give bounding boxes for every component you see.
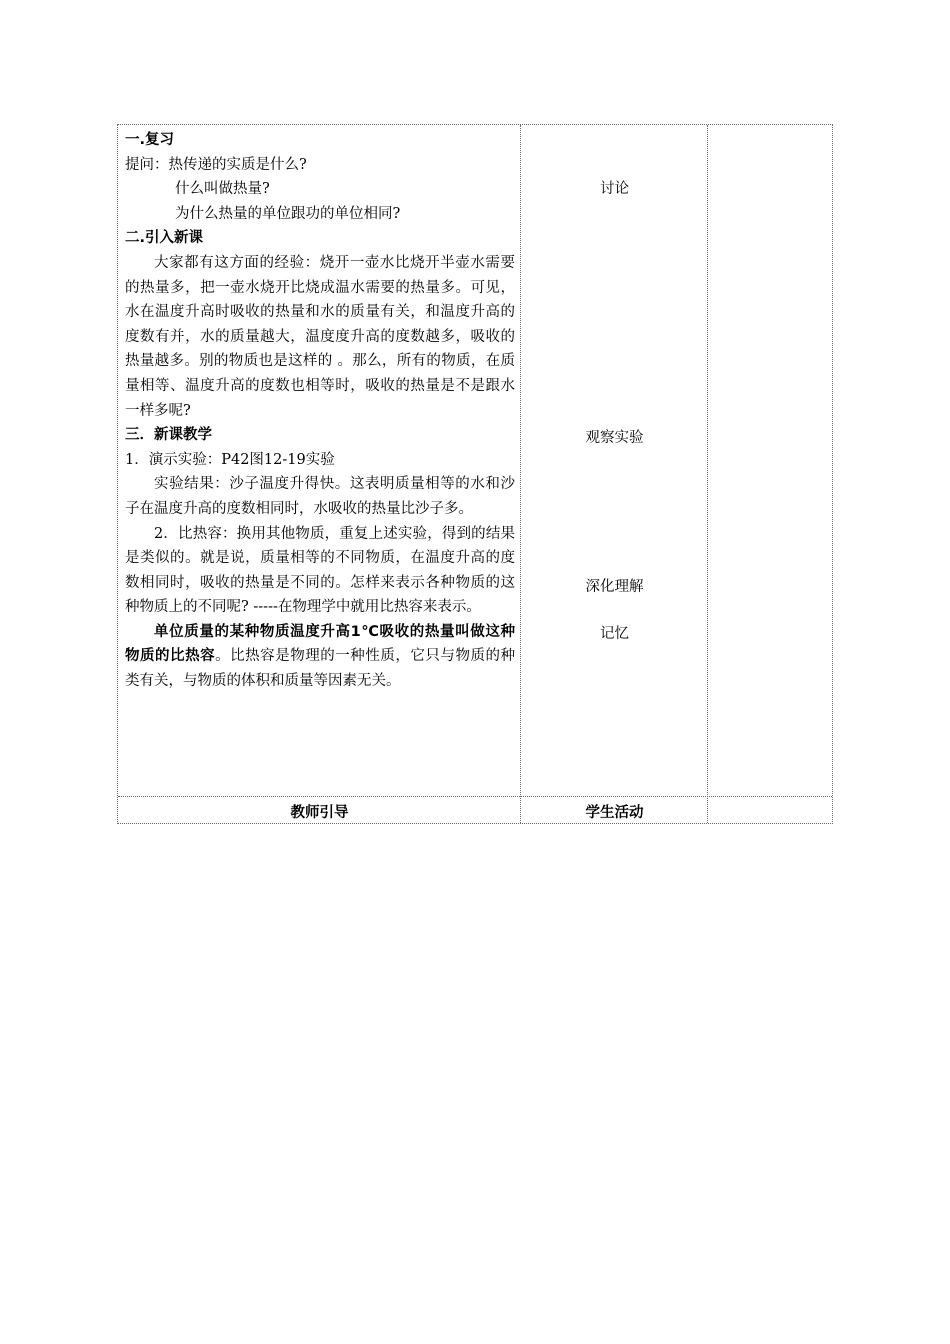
review-heading: 一.复习 — [125, 132, 175, 148]
footer-divider — [118, 796, 832, 797]
teacher-guidance-content — [125, 128, 515, 694]
demo-experiment: 1．演示实验：P42图12-19实验 — [125, 451, 335, 468]
lesson-plan-table — [117, 124, 833, 824]
activity-observe: 观察实验 — [585, 430, 644, 446]
student-activity-column — [521, 125, 708, 823]
definition-bold: 单位质量的某种物质温度升高1℃吸收的热量叫做这种物质的比热容 — [125, 623, 515, 665]
notes-column — [708, 125, 834, 823]
footer-teacher-label: 教师引导 — [290, 805, 349, 821]
activity-deepen: 深化理解 — [585, 579, 644, 595]
definition-rest: 。比热容是物理的一种性质，它只与物质的种类有关，与物质的体积和质量等因素无关。 — [125, 648, 516, 690]
definition-paragraph — [125, 620, 515, 694]
activity-discuss: 讨论 — [600, 181, 629, 197]
intro-paragraph: 大家都有这方面的经验：烧开一壶水比烧开半壶水需要的热量多，把一壶水烧开比烧成温水需要的热量多。可见，水在温度升高时吸收的热量和水的质量有关，和温度升高的度数有并，水的质量越大，温度度升高的度数越多，吸收的热量越多。别的物质也是这样的 。那么，所有的物质，在质量相等、温度升高的度数也相等时，吸收的热量是不是跟水一样多呢? — [125, 254, 515, 419]
review-question-3: 为什么热量的单位跟功的单位相同? — [175, 205, 401, 222]
review-question-1: 提问：热传递的实质是什么? — [125, 156, 307, 173]
teacher-guidance-column — [118, 125, 521, 823]
experiment-result: 实验结果：沙子温度升得快。这表明质量相等的水和沙子在温度升高的度数相同时，水吸收的热量比沙子多。 — [125, 476, 515, 517]
intro-heading: 二.引入新课 — [125, 230, 204, 247]
activity-memorize: 记忆 — [600, 626, 629, 642]
lesson-heading: 三．新课教学 — [125, 427, 212, 444]
footer-student-label: 学生活动 — [585, 805, 644, 821]
specific-heat-paragraph: 2．比热容：换用其他物质，重复上述实验，得到的结果是类似的。就是说，质量相等的不同物质，在温度升高的度数相同时，吸收的热量是不同的。怎样来表示各种物质的这种物质上的不同呢? -----在物理学中就用比热容来表示。 — [125, 525, 515, 616]
review-question-2: 什么叫做热量? — [175, 181, 270, 198]
